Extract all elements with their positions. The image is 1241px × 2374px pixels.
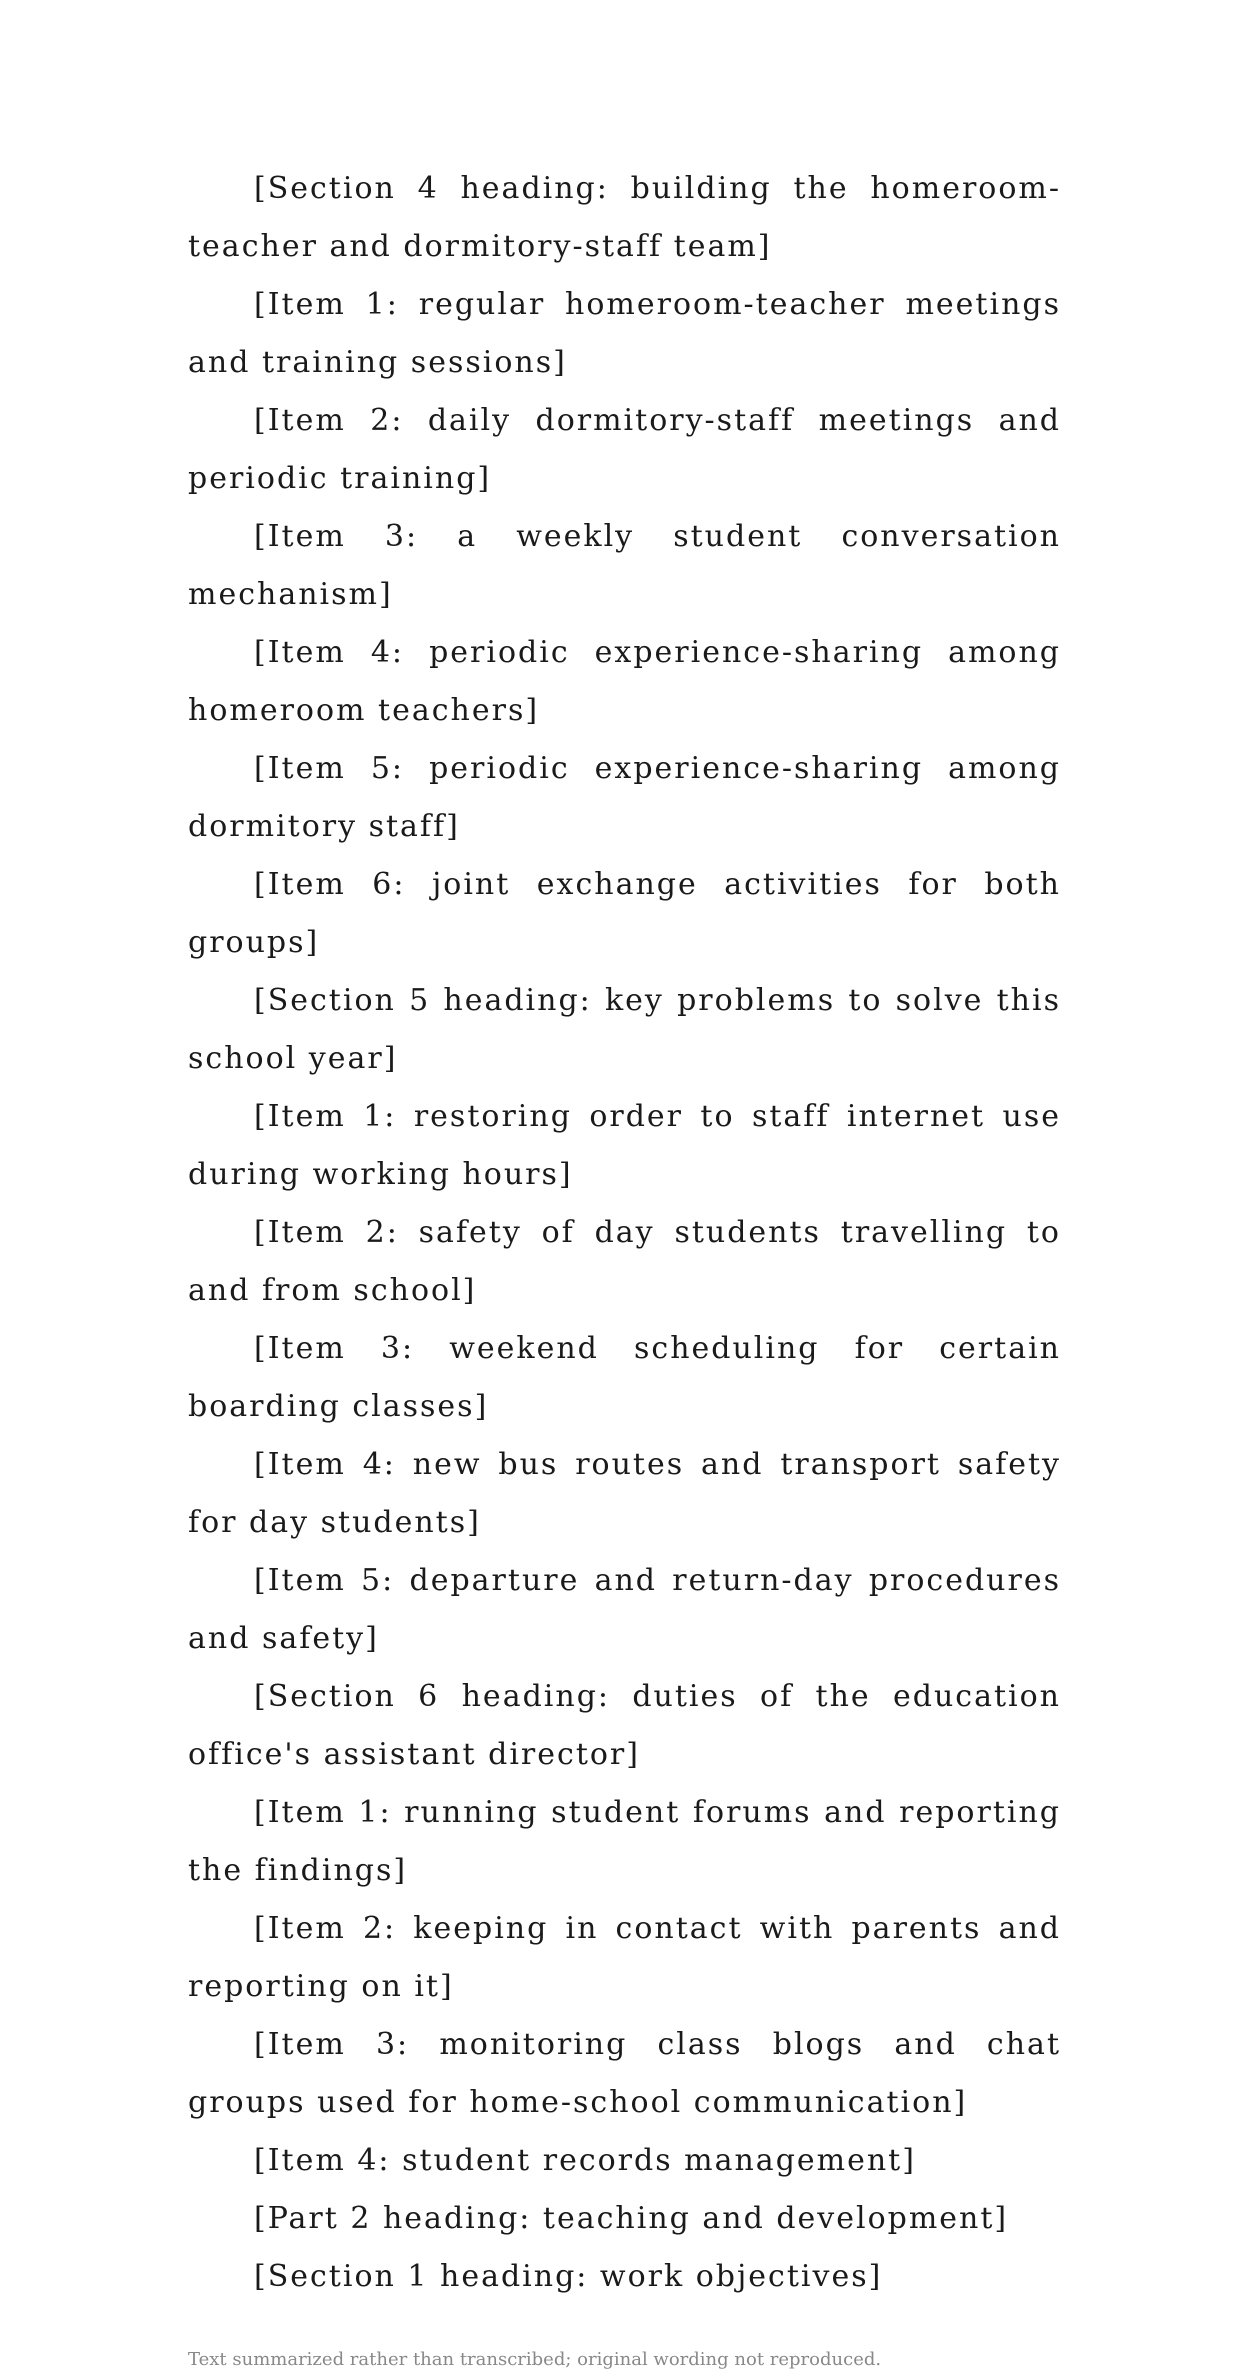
section-heading: [Section 4 heading: building the homeroom-teacher and dormitory-staff team] bbox=[188, 171, 1061, 264]
list-item: [Item 3: monitoring class blogs and chat groups used for home-school communication] bbox=[188, 2027, 1061, 2120]
list-item: [Item 1: running student forums and reporting the findings] bbox=[188, 1795, 1061, 1888]
section-heading: [Section 5 heading: key problems to solve this school year] bbox=[188, 983, 1061, 1076]
list-item: [Item 3: weekend scheduling for certain boarding classes] bbox=[188, 1331, 1061, 1424]
section-heading: [Section 1 heading: work objectives] bbox=[254, 2259, 883, 2294]
summary-note: Text summarized rather than transcribed; original wording not reproduced. bbox=[188, 2349, 882, 2370]
list-item: [Item 6: joint exchange activities for both groups] bbox=[188, 867, 1061, 960]
list-item: [Item 4: periodic experience-sharing among homeroom teachers] bbox=[188, 635, 1061, 728]
section-heading: [Part 2 heading: teaching and development] bbox=[254, 2201, 1009, 2236]
list-item: [Item 1: regular homeroom-teacher meetings and training sessions] bbox=[188, 287, 1061, 380]
list-item: [Item 2: daily dormitory-staff meetings and periodic training] bbox=[188, 403, 1061, 496]
list-item: [Item 3: a weekly student conversation mechanism] bbox=[188, 519, 1061, 612]
section-heading: [Section 6 heading: duties of the education office's assistant director] bbox=[188, 1679, 1061, 1772]
list-item: [Item 2: safety of day students travelling to and from school] bbox=[188, 1215, 1061, 1308]
list-item: [Item 4: student records management] bbox=[254, 2143, 916, 2178]
list-item: [Item 5: departure and return-day procedures and safety] bbox=[188, 1563, 1061, 1656]
list-item: [Item 5: periodic experience-sharing among dormitory staff] bbox=[188, 751, 1061, 844]
list-item: [Item 1: restoring order to staff internet use during working hours] bbox=[188, 1099, 1061, 1192]
list-item: [Item 4: new bus routes and transport safety for day students] bbox=[188, 1447, 1061, 1540]
list-item: [Item 2: keeping in contact with parents and reporting on it] bbox=[188, 1911, 1061, 2004]
